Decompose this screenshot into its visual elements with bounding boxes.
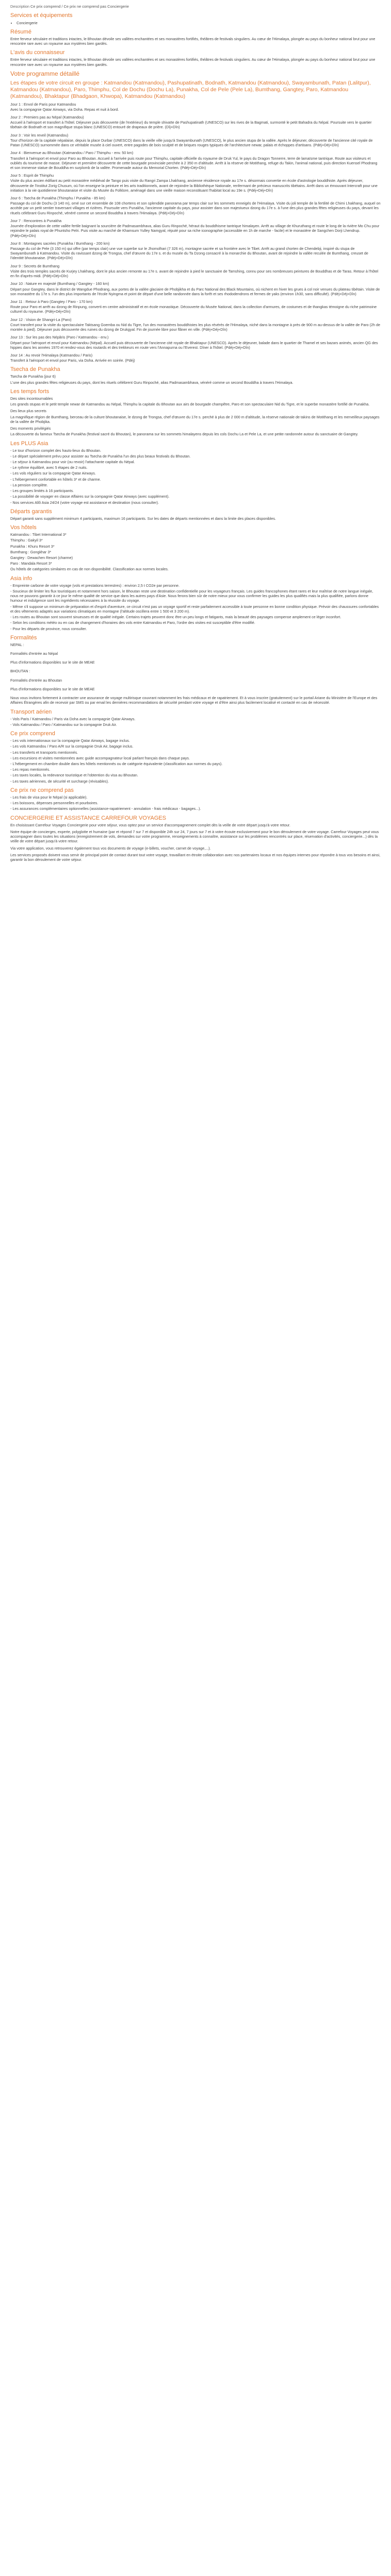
tsecha-subtitle: Tsecha de Punakha (jour 6) <box>10 374 56 379</box>
day-title: Jour 12 : Vision de Shangri-La (Paro) <box>10 317 72 322</box>
day-title: Jour 7 : Rencontres à Punakha <box>10 218 62 223</box>
day-body: Visite des trois temples sacrés de Kurjey Lhakhang, dont le plus ancien remonte au 17e s. avant de rejoindre à pied le sanctuaire de Tamshing, connu pour ses nombreuses peintures de Bouddhas et de Taras. Retour à l'hôtel en fin d'après-midi. (Pdéj+Déj+Dîn) <box>10 268 379 279</box>
day-title: Jour 10 : Nature en majesté (Bumthang / Gangtey - 160 km) <box>10 281 109 286</box>
temps-forts-head: Des sites incontournables <box>10 396 53 401</box>
formalites-nepal-head: NEPAL : <box>10 642 24 647</box>
plus-asia-item: - Nos services Allô Asia 24/24 (votre voyage est assistance et destination (nous consulter). <box>10 500 159 505</box>
description-line <box>10 4 381 9</box>
asia-info-item: - Les routes au Bhoutan sont souvent sinueuses et de qualité inégale. Certains trajets peuvent donc être un peu longs et fatigants, mais la beauté des paysages compense amplement ce léger inconfort. <box>10 615 341 620</box>
temps-forts-text: La découverte du fameux Tsecha de Punakha (festival sacré du Bhoutan), le panorama sur les sommets himalayens depuis les cols Dochu La et Pele La, et une petite randonnée autour du sanctuaire de Gangtey. <box>10 432 359 437</box>
day-item <box>10 196 381 215</box>
day-item <box>10 173 381 193</box>
day-body: Passage du col de Pele (3 150 m) qui offre (par temps clair) une vue superbe sur le Jhomolhari (7 326 m), montagne sacrée et sa frontière avec le Tibet. Arrêt au grand chorten de Chendebji, inspiré du stupa de Swayambunath à Katmandou. Visite du ravissant dzong de Trongsa, chef d'œuvre du 17e s. et du musée du Ta Dzong consacré à la monarchie du Bhoutan, avant de rejoindre la vallée reculée de Bumthang, creuset de l'identité bhoutanaise. (Pdéj+Déj+Dîn) <box>10 246 368 261</box>
day-body: Route pour Paro et arrêt au dzong de Rinpung, converti en centre administratif et en école monastique. Découverte du Musée National, dans la collection d'armures, de costumes et de thangkas témoigne du riche patrimoine culturel du royaume. (Pdéj+Déj+Dîn) <box>10 304 377 314</box>
day-body: Transfert à l'aéroport et envol pour Paro au Bhoutan. Accueil à l'arrivée puis route pour Thimphu, capitale officielle du royaume de Druk Yul, le pays du Dragon Tonnerre, terre de lamaïsme tantrique. Route aux visiteurs et oubliés du tourisme de masse. Déjeuner et première découverte de cette bourgade provinciale perchée à 2 350 m d'altitude. Arrêt à la réserve de Motithang, refuge du Takin, l'animal national, puis direction Kuensel Phodrang et son immense statue de Bouddha en surplomb de la vallée. Promenade autour du Memorial Chorten. (Pdéj+Déj+Dîn) <box>10 156 378 170</box>
day-item <box>10 150 381 170</box>
conciergerie-title: CONCIERGERIE ET ASSISTANCE CARREFOUR VOYAGES <box>10 815 166 821</box>
day-body: Départ pour Gangtey, dans le district de Wangdue Phodrang, aux portes de la vallée glaciaire de Phobjikha et du Parc National des Black Mountains, où nichent en hiver les grues à col noir venues du plateau tibétain. Visite de son monastère du 17e s. l'un des plus importants de l'école Nyingma et point de départ d'une belle randonnée dans la forêt et ses rhododendrons et fermes de yaks (environ 1h30, sans difficulté). (Pdéj+Déj+Dîn) <box>10 286 380 296</box>
hotel-item: Gangtey : Dewachen Resort (charme) <box>10 555 73 561</box>
temps-forts-title: Les temps forts <box>10 388 50 395</box>
temps-forts-groups <box>10 396 381 437</box>
day-title: Jour 6 : Tsecha de Punakha (Thimphu / Punakha - 85 km) <box>10 196 106 201</box>
day-title: Jour 2 : Premiers pas au Népal (Katmandou) <box>10 114 84 120</box>
day-item <box>10 218 381 238</box>
plus-asia-list <box>10 448 381 505</box>
asia-info-item: - Empreinte carbone de votre voyage (vols et prestations terrestres) : environ 2,5 t CO2e par personne. <box>10 583 180 588</box>
day-body: Court transfert pour la visite du spectaculaire Taktsang Goemba ou Nid du Tigre, l'un des monastères bouddhistes les plus révérés de l'Himalaya, niché dans la montagne à près de 900 m au-dessus de la vallée de Paro (2h de montée à pied). Déjeuner puis découverte des ruines du dzong de Drukgyal. Fin de journée libre pour flâner en ville. (Pdéj+Déj+Dîn) <box>10 322 380 332</box>
day-title: Jour 11 : Retour à Paro (Gangtey / Paro - 170 km) <box>10 299 93 304</box>
day-body: Journée d'exploration de cette vallée fertile baignant la sourcière de Padmasambhava, alias Guru Rinpoché, héraut du bouddhisme tantrique himalayen. Arrêt au village de Khuruthang et route le long de la rivière Mo Chu pour rejoindre le palais royal de Phuntsho Pelri. Puis visite au marché de Khamsum Yulley Namgyal, réputé pour sa riche iconographie (accessible en 1h de marche - facile) et le monastère de Sangchen Dorji Lhendrup. (Pdéj+Déj+Dîn) <box>10 224 380 238</box>
departs-title: Départs garantis <box>10 508 52 515</box>
hotel-item: Katmandou : Tibet International 3* <box>10 532 67 537</box>
departs-text: Départ garanti sans supplément minimum 4 participants, maximum 16 participants. Sur les dates de départs mentionnées et dans la limite des places disponibles. <box>10 516 276 521</box>
avis-title: L'avis du connaisseur <box>10 49 65 56</box>
hotels-title: Vos hôtels <box>10 524 37 531</box>
services-list <box>17 21 381 25</box>
day-title: Jour 5 : Esprit de Thimphu <box>10 173 54 178</box>
programme-stages-title: Les étapes de votre circuit en groupe : Katmandou (Katmandou), Pashupatinath, Bodnath, Katmandou (Katmandou), Swayambunath, Patan (Lalitpur), Katmandou (Katmandou), Paro, Thimphu, Col de Dochu (Dochu La), Punakha, Col de Pele (Pele La), Bumthang, Gangtey, Paro, Katmandou (Katmandou), Bhaktapur (Bhadgaon, Khwopa), Katmandou (Katmandou) <box>10 80 371 100</box>
page <box>5 0 386 868</box>
day-item <box>10 264 381 279</box>
programme-title: Votre programme détaillé <box>10 70 80 77</box>
asia-info-item: - Pour les départs de province, nous consulter. <box>10 626 87 631</box>
asia-info-item: - Selon les conditions météo ou en cas de changement d'horaires des vols entre Katmandou et Paro, l'ordre des visites est susceptible d'être modifié. <box>10 620 255 625</box>
day-item <box>10 317 381 332</box>
prix-ne-comprend-item: - Les assurances complémentaires optionnelles (assistance-rapatriement - annulation - frais médicaux - bagages...). <box>10 806 201 811</box>
asia-info-item: - Même s'il suppose un minimum de préparation et d'esprit d'aventure, ce circuit n'est pas un voyage sportif et reste parfaitement accessible à toute personne en bonne condition physique. Prévoir des chaussures confortables et des vêtements adaptés aux variations climatiques en montagne (l'altitude oscillera entre 1 500 et 3 200 m). <box>10 604 379 614</box>
formalites-bhoutan-head: BHOUTAN : <box>10 669 30 674</box>
plus-asia-item: - La pension complète. <box>10 482 48 487</box>
prix-ne-comprend-item: - Les boissons, dépenses personnelles et pourboires. <box>10 801 99 806</box>
hotels-list <box>10 532 381 566</box>
hotel-item: Punakha : Khuru Resort 3* <box>10 544 55 549</box>
formalites-nepal-more[interactable]: Plus d'informations disponibles sur le site de MEAE <box>10 660 95 665</box>
formalites-nepal-text: Formalités d'entrée au Népal <box>10 651 58 656</box>
day-item <box>10 115 381 130</box>
day-body: Départ pour l'aéroport et envol pour Katmandou (Népal). Accueil puis découverte de l'ancienne cité royale de Bhaktapur (UNESCO). Après le déjeuner, balade dans le quartier de Thamel et ses bazars animés, ancien QG des hippies dans les années 1970 et rendez-vous des routards et des trekkeurs en route vers l'Annapurna ou l'Everest. Dîner à l'hôtel. (Pdéj+Déj+Dîn) <box>10 340 378 350</box>
day-title: Jour 3 : Voir les reveil (Katmandou) <box>10 132 69 138</box>
temps-forts-text: La magnifique région de Bumthang, berceau de la culture bhoutanaise, le dzong de Trongsa, chef d'œuvre du 17e s. perché à plus de 2 000 m d'altitude, la réserve nationale de takins de Motithang et les merveilleux paysages de la vallée de Phobjika. <box>10 414 380 424</box>
description-text: Ce prix comprend / Ce prix ne comprend pas Conciergerie <box>30 4 129 9</box>
resume-title: Résumé <box>10 28 31 35</box>
prix-comprend-item: - Les repas mentionnés. <box>10 767 51 772</box>
day-item <box>10 133 381 148</box>
formalites-bhoutan-text: Formalités d'entrée au Bhoutan <box>10 677 62 683</box>
hotel-item: Bumthang : Gongkhar 3* <box>10 549 52 554</box>
plus-asia-item: - L'hébergement confortable en hôtels 3* et de charme. <box>10 477 101 482</box>
day-title: Jour 8 : Montagnes sacrées (Punakha / Bumthang - 200 km) <box>10 241 110 246</box>
asia-info-title: Asia info <box>10 575 32 582</box>
hotels-note: Ou hôtels de catégories similaires en cas de non disponibilité. Classification aux normes locales. <box>10 567 169 572</box>
prix-comprend-item: - Les vols Katmandou / Paro A/R sur la compagnie Druk Air, bagage inclus. <box>10 744 134 749</box>
transport-title: Transport aérien <box>10 708 52 715</box>
day-title: Jour 9 : Secrets de Bumthang <box>10 263 60 268</box>
asia-info-list <box>10 583 381 631</box>
transport-list <box>10 717 381 727</box>
services-item: • Conciergerie <box>17 21 381 25</box>
prix-comprend-item: - Les taxes locales, la redevance touristique et l'obtention du visa au Bhoutan. <box>10 773 138 778</box>
day-title: Jour 13 : Sur les pas des Népâris (Paro / Katmandou - env.) <box>10 335 109 340</box>
formalites-bhoutan-more[interactable]: Plus d'informations disponibles sur le site de MEAE <box>10 686 95 691</box>
temps-forts-text: Les grands stupas et le petit temple newar de Katmandou au Népal, Thimphu la capitale du Bhoutan aux airs de bourgade champêtre, Paro et son spectaculaire Nid du Tigre, et le superbe monastère fortifié de Punakha. <box>10 402 370 407</box>
prix-comprend-item: - L'hébergement en chambre double dans les hôtels mentionnés ou de catégorie équivalente (classification aux normes du pays). <box>10 761 223 767</box>
description-label: Description <box>10 4 29 9</box>
day-item <box>10 102 381 112</box>
conciergerie-p1: En choisissant Carrefour Voyages Conciergerie pour votre séjour, vous optez pour un service d'accompagnement complet dès la veille de votre départ jusqu'à votre retour. <box>10 822 290 827</box>
temps-forts-head: Des moments privilégiés <box>10 426 51 431</box>
plus-asia-item: - Le tour d'horizon complet des hauts-lieux du Bhoutan. <box>10 448 101 453</box>
prix-ne-comprend-item: - Les frais de visa pour le Népal (si applicable). <box>10 794 88 800</box>
plus-asia-item: - Le séjour à Katmandou pour voir (ou revoir) l'attachante capitale du Népal. <box>10 460 135 465</box>
day-item <box>10 281 381 296</box>
day-item <box>10 241 381 261</box>
conciergerie-p3: Via votre application, vous retrouverez également tous vos documents de voyage (e-billets, voucher, carnet de voyage,...). <box>10 845 211 851</box>
prix-ne-comprend-list <box>10 795 381 811</box>
plus-asia-item: - La possibilité de voyager en classe Affaires sur la compagnie Qatar Airways (avec supplément). <box>10 494 170 499</box>
hotel-item: Thimphu : Gakyil 3* <box>10 538 43 543</box>
plus-asia-item: - Les vols réguliers sur la compagnie Qatar Airways. <box>10 471 96 476</box>
day-body: Visite du plus ancien édifiant au petit monastère médiéval de Tango puis visite du Rangri Zampa Lhakhang, ancienne résidence royale au 17e s. désormais convertie en école d'astrologie bouddhiste. Après déjeuner, découverte de l'Institut Zorig Chusum, où l'on enseigne la peinture et les arts traditionnels, avant de rejoindre la Bibliothèque Nationale, renfermant de précieux manuscrits tibétains. Arrêt dans un émouvant Intercraft pour une initiation à la vie quotidienne bhoutanaise et visite du Musée du Folklore, aménagé dans une vieille maison reconstituant l'habitat local au 19e s. (Pdéj+Déj+Dîn) <box>10 178 378 193</box>
tsecha-text: L'une des plus grandes fêtes religieuses du pays, dont les rituels célèbrent Guru Rinpoché, alias Padmasambhava, vénéré comme un second Bouddha à travers l'Himalaya. <box>10 380 294 385</box>
day-item <box>10 335 381 350</box>
day-title: Jour 1 : Envol de Paris pour Katmandou <box>10 101 76 107</box>
plus-asia-item: - Le départ spécialement prévu pour assister au Tsecha de Punakha l'un des plus beaux festivals du Bhoutan. <box>10 453 191 459</box>
prix-comprend-title: Ce prix comprend <box>10 731 55 737</box>
day-body: Passage du col de Dochu (3 140 m), orné sur cet ensemble de 108 chortens et son splendide panorama par temps clair sur les sommets enneigés de l'Himalaya. Visite du joli temple de la fertilité de Chimi Lhakhang, auquel on accède par un petit sentier traversant villages et rizières. Poursuite vers Punakha, l'ancienne capitale du pays, pour assister dans son majestueux dzong du 17e s. à l'une des plus grandes fêtes religieuses du pays, devant les rituels célébrant Guru Rinpoché, vénéré comme un second Bouddha à travers l'Himalaya. (Pdéj+Déj+Dîn) <box>10 201 381 215</box>
day-body: Avec la compagnie Qatar Airways, via Doha. Repas et nuit à bord. <box>10 107 119 112</box>
conciergerie-p2: Notre équipe de concierges, experte, polyglotte et humaine (par et répond 7 sur 7 et disponible 24h sur 24, 7 jours sur 7 et à votre écoute exclusivement pour le bon déroulement de votre voyage. Carrefour Voyages peut vous accompagner dans toutes les situations (enregistrement de vols, demandes sur votre programme, renseignements à connaître, assistance sur les problèmes rencontrés sur place, réservation d'activités, conciergerie...) dès la veille de votre départ jusqu'à votre retour. <box>10 829 379 844</box>
plus-asia-title: Les PLUS Asia <box>10 440 48 447</box>
day-body: Accueil à l'aéroport et transfert à l'hôtel. Déjeuner puis découverte (de l'extérieur) du temple shivaïte de Pashupatinath (UNESCO) sur les rives de la Bagmati, surmonté le petit Bahadra du Népal. Poursuite vers le quartier tibétain de Bodnath et son magnifique stupa blanc (UNESCO) entouré de drapeaux de prière. (Dîj+Dîn) <box>10 120 372 130</box>
plus-asia-item: - Le rythme équilibré, avec 5 étapes de 2 nuits. <box>10 465 88 470</box>
formalites-title: Formalités <box>10 634 37 641</box>
temps-forts-head: Des lieux plus secrets <box>10 409 46 414</box>
day-item <box>10 299 381 314</box>
avis-text: Entre ferveur séculaire et traditions intactes, le Bhoutan dévoile ses vallées enchantées et ses monastères fortifiés, théâtres de festivals singuliers. Au cœur de l'Himalaya, plongée au pays du bonheur national brut pour une rencontre rare avec un royaume aux mystères bien gardés. <box>10 57 376 67</box>
resume-text: Entre ferveur séculaire et traditions intactes, le Bhoutan dévoile ses vallées enchantées et ses monastères fortifiés, théâtres de festivals singuliers. Au cœur de l'Himalaya, plongée au pays du bonheur national brut pour une rencontre rare avec un royaume aux mystères bien gardés. <box>10 36 376 46</box>
prix-ne-comprend-title: Ce prix ne comprend pas <box>10 787 74 793</box>
prix-comprend-item: - Les transferts et transports mentionnés. <box>10 750 78 755</box>
plus-asia-item: - Les groupes limités à 16 participants. <box>10 488 74 494</box>
services-title: Services et équipements <box>10 12 73 19</box>
day-body: Tour d'horizon de la capitale népalaise, depuis la place Durbar (UNESCO) dans la vieille ville jusqu'à Swayambunath (UNESCO), le plus ancien stupa de la vallée. Après le déjeuner, découverte de l'ancienne cité royale de Patan (UNESCO) surnommée dans ce véritable musée à ciel ouvert, entre pagodes de bois sculpté et de briques rouges typiques de l'architecture newar, palais et échoppes d'artisans. (Pdéj+Déj+Dîn) <box>10 138 373 148</box>
prix-comprend-list <box>10 738 381 784</box>
asia-info-item: - Soucieux de limiter les flux touristiques et notamment hors saison, le Bhoutan reste une destination confidentielle pour les voyageurs français. Les guides francophones étant rares et leur maîtrise de notre langue inégale, nous ne pouvons garantir à ce jour le même qualité de service que dans les autres pays d'Asie. Nous ferons bien sûr de notre mieux pour vous confirmer les guides les plus qualifiés mais la plus qualifiée, parlons donne humour et indulgence sont les ingrédients nécessaires à la réussite du voyage. <box>10 588 373 603</box>
hotel-item: Paro : Mandala Resort 3* <box>10 561 52 566</box>
day-body: Transfert à l'aéroport et envol pour Paris, via Doha. Arrivée en soirée. (Pdéj) <box>10 358 135 363</box>
prix-comprend-item: - Les excursions et visites mentionnées avec guide accompagnateur local parlant français dans chaque pays. <box>10 755 190 760</box>
day-item <box>10 353 381 363</box>
day-title: Jour 14 : Au revoir l'Himalaya (Katmandou / Paris) <box>10 352 93 358</box>
prix-comprend-item: - Les vols internationaux sur la compagnie Qatar Airways, bagage inclus. <box>10 738 130 743</box>
conciergerie-p4: Les services proposés doivent vous servir de principal point de contact durant tout votre voyage, travaillant en étroite collaboration avec nos partenaires locaux et nos équipes internes pour répondre à tous vos besoins et ainsi, garantir la bon déroulement de votre séjour. <box>10 852 381 862</box>
transport-item: - Vols Katmandou / Paro / Katmandou sur la compagnie Druk Air. <box>10 722 117 727</box>
tsecha-title: Tsecha de Punakha <box>10 366 60 373</box>
prix-comprend-item: - Les taxes aériennes, de sécurité et surcharge (révisables). <box>10 778 109 784</box>
programme-days <box>10 102 381 363</box>
formalites-note: Nous vous invitons fortement à contracter une assurance de voyage multirisque couvrant notamment les frais médicaux et de rapatriement. Et à vous inscrire (gratuitement) sur le portail Ariane du Ministère de l'Europe et des Affaires Étrangères afin de recevoir par SMS ou par email les dernières recommandations de sécurité pendant votre voyage et d'être ainsi plus facilement localisé et contacté en cas de nécessité. <box>10 696 378 705</box>
day-title: Jour 4 : Bienvenue au Bhoutan (Katmandou / Paro / Thimphu - env. 50 km) <box>10 150 134 156</box>
transport-item: - Vols Paris / Katmandou / Paris via Doha avec la compagnie Qatar Airways. <box>10 716 136 721</box>
